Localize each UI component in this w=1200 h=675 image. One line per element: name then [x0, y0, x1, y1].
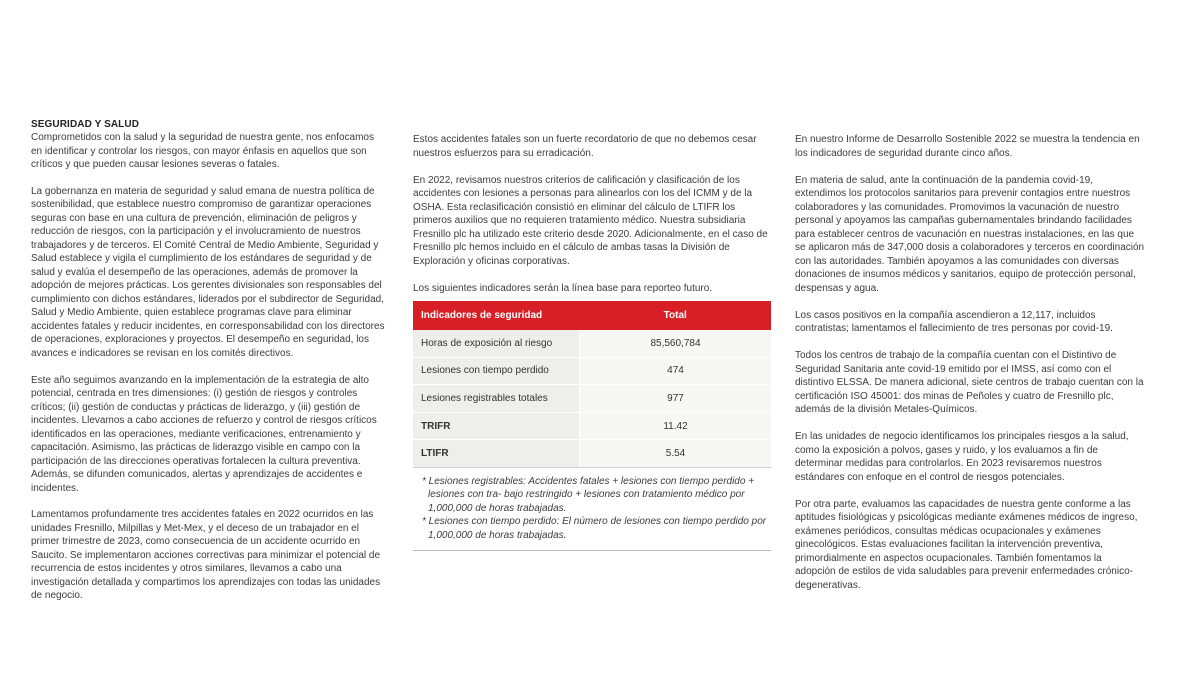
paragraph: Todos los centros de trabajo de la compañía cuentan con el Distintivo de Seguridad Sanitaria ante covid-19 emitido por el IMSS, así como con el distintivo ELSSA. De manera adicional, siete centros de trabajo cuentan con la certificación ISO 45001: dos minas de Peñoles y cuatro de Fresnillo plc, además de la división Metales-Químicos.: [795, 350, 1144, 415]
safety-indicators-table: [413, 301, 771, 468]
row-label: TRIFR: [413, 412, 580, 440]
paragraph: En las unidades de negocio identificamos los principales riesgos a la salud, como la exposición a polvos, gases y ruido, y los evaluamos a fin de determinar medidas para controlarlos. En 2023 revisaremos nuestros estándares con enfoque en el control de riesgos potenciales.: [795, 431, 1129, 483]
header-indicators: Indicadores de seguridad: [413, 301, 580, 330]
table-footnotes: [413, 475, 771, 552]
paragraph: Lamentamos profundamente tres accidentes fatales en 2022 ocurridos en las unidades Fresnillo, Milpillas y Met-Mex, y el deceso de un trabajador en el primer trimestre de 2023, como consecuencia de un accidente ocurrido en Saucito. Se implementaron acciones correctivas para minimizar el potencial de recurrencia de estos incidentes y otros similares, llevamos a cabo una investigación detallada y compartimos los aprendizajes con todas las unidades de negocio.: [31, 509, 381, 602]
row-label: Lesiones con tiempo perdido: [413, 357, 580, 385]
paragraph: En nuestro Informe de Desarrollo Sostenible 2022 se muestra la tendencia en los indicadores de seguridad durante cinco años.: [795, 134, 1140, 159]
row-value: 85,560,784: [580, 330, 772, 357]
paragraph: En materia de salud, ante la continuación de la pandemia covid-19, extendimos los protocolos sanitarios para prevenir contagios entre nuestros colaboradores y las comunidades. Promovimos la vacunación de nuestro personal y apoyamos las campañas gubernamentales brindando facilidades para establecer centros de vacunación en nuestras instalaciones, en las que se aplicaron más de 347,000 dosis a colaboradores y terceros en coordinación con las autoridades. También apoyamos a las comunidades con diversas donaciones de insumos médicos y sanitarios, equipo de protección personal, despensas y agua.: [795, 174, 1145, 294]
footnote: * Lesiones con tiempo perdido: El número de lesiones con tiempo perdido por 1,000,000 de horas trabajadas.: [422, 516, 767, 541]
column-right: [795, 133, 1145, 606]
paragraph: Comprometidos con la salud y la seguridad de nuestra gente, nos enfocamos en identificar y controlar los riesgos, con mayor énfasis en aquellos que son críticos y que pueden causar lesiones severas o fatales.: [31, 132, 374, 170]
row-value: 5.54: [580, 440, 772, 468]
paragraph: Estos accidentes fatales son un fuerte recordatorio de que no debemos cesar nuestros esfuerzos para su erradicación.: [413, 134, 757, 159]
paragraph: Este año seguimos avanzando en la implementación de la estrategia de alto potencial, centrada en tres dimensiones: (i) gestión de riesgos y controles críticos; (ii) gestión de conductas y prácticas de liderazgo, y (iii) gestión de incidentes. Llevamos a cabo acciones de refuerzo y control de riesgos críticos identificados en las operaciones, mediante verificaciones, entrenamiento y capacitación. Asimismo, las prácticas de liderazgo visible en campo con la participación de las direcciones operativas fortalecen la cultura preventiva. Además, se difunden comunicados, alertas y aprendizajes de accidentes e incidentes.: [31, 374, 377, 494]
table-row: [413, 330, 771, 357]
row-value: 474: [580, 357, 772, 385]
table-header-row: [413, 301, 771, 330]
section-heading: SEGURIDAD Y SALUD: [31, 119, 140, 130]
paragraph: Los siguientes indicadores serán la línea base para reporteo futuro.: [413, 282, 713, 294]
row-label: Lesiones registrables totales: [413, 385, 580, 413]
table-row: [413, 440, 771, 468]
header-total: Total: [580, 301, 772, 330]
row-value: 977: [580, 385, 772, 413]
table-row: [413, 412, 771, 440]
paragraph: En 2022, revisamos nuestros criterios de calificación y clasificación de los accidentes con lesiones a personas para alinearlos con los del ICMM y de la OSHA. Esta reclasificación consistió en eliminar del cálculo de LTIFR los primeros auxilios que no requieren tratamiento médico. Nuestra subsidiaria Fresnillo plc ha utilizado este criterio desde 2020. Adicionalmente, en el caso de Fresnillo plc hemos incluido en el cálculo de ambas tasas la División de Exploración y oficinas corporativas.: [413, 174, 768, 267]
column-left: [31, 118, 387, 616]
row-value: 11.42: [580, 412, 772, 440]
table-row: [413, 385, 771, 413]
footnote-divider: [413, 542, 771, 551]
paragraph: La gobernanza en materia de seguridad y salud emana de nuestra política de sostenibilidad, que establece nuestro compromiso de garantizar operaciones seguras con base en una cultura de prevención, eliminación de peligros y reducción de riesgos, con la participación y el involucramiento de nuestros trabajadores y de terceros. El Comité Central de Medio Ambiente, Seguridad y Salud establece y vigila el cumplimiento de los estándares de seguridad y de salud y evalúa el desempeño de las operaciones, además de promover la adopción de mejores prácticas. Los gerentes divisionales son responsables del cumplimiento con dichos estándares, liderados por el subdirector de Seguridad, Salud y Medio Ambiente, quien establece programas clave para eliminar accidentes fatales y reducir incidentes, en corresponsabilidad con los directores de operaciones, exploraciones y proyectos. El desempeño en seguridad, los avances e indicadores se revisan en los comités directivos.: [31, 185, 385, 359]
paragraph: Por otra parte, evaluamos las capacidades de nuestra gente conforme a las aptitudes fisiológicas y psicológicas mediante exámenes médicos de ingreso, exámenes periódicos, consultas médicas ocupacionales y exámenes ginecológicos. Estas evaluaciones facilitan la intervención preventiva, primordialmente en aspectos ocupacionales. También fomentamos la adopción de estilos de vida saludables para prevenir enfermedades crónico-degenerativas.: [795, 498, 1138, 591]
paragraph: Los casos positivos en la compañía ascendieron a 12,117, incluidos contratistas; lamentamos el fallecimiento de tres personas por covid-19.: [795, 309, 1113, 334]
footnote: * Lesiones registrables: Accidentes fatales + lesiones con tiempo perdido + lesiones con tra- bajo restringido + lesiones con tratamiento médico por 1,000,000 de horas trabajadas.: [422, 475, 755, 514]
row-label: LTIFR: [413, 440, 580, 468]
row-label: Horas de exposición al riesgo: [413, 330, 580, 357]
column-middle: [413, 133, 771, 551]
table-row: [413, 357, 771, 385]
